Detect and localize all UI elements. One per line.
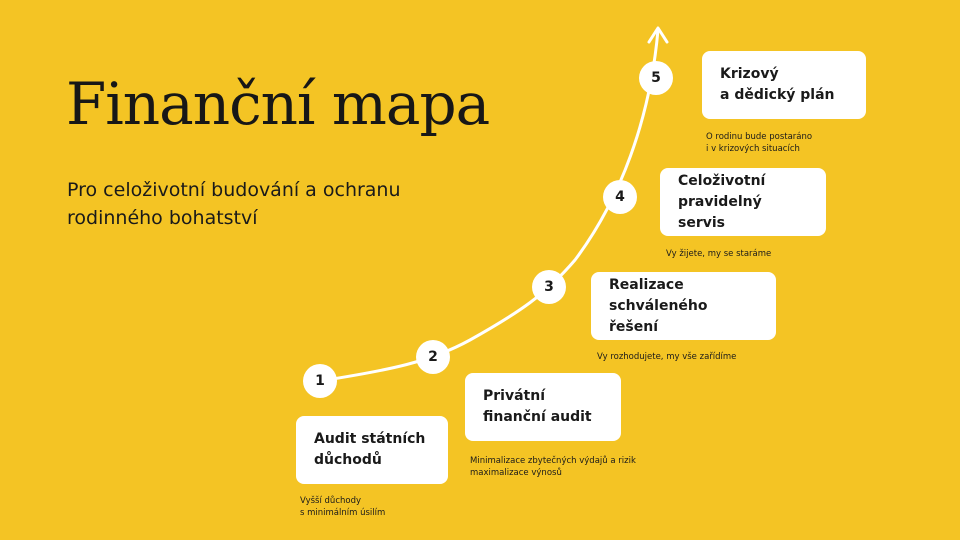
step-4-card: Celoživotní pravidelný servis	[660, 168, 826, 236]
step-4-note: Vy žijete, my se staráme	[666, 249, 772, 259]
step-2-note: Minimalizace zbytečných výdajů a rizik maximalizace výnosů	[470, 456, 636, 478]
step-4-node: 4	[603, 180, 637, 214]
step-2-card: Privátní finanční audit	[465, 373, 621, 441]
step-5-node: 5	[639, 61, 673, 95]
page-subtitle: Pro celoživotní budování a ochranu rodinného bohatství	[67, 179, 401, 229]
step-5-note: O rodinu bude postaráno i v krizových situacích	[706, 132, 813, 154]
page-title: Finanční mapa	[66, 70, 490, 138]
step-3-node: 3	[532, 270, 566, 304]
step-1-card: Audit státních důchodů	[296, 416, 448, 484]
step-1-node: 1	[303, 364, 337, 398]
step-3-note: Vy rozhodujete, my vše zařídíme	[597, 352, 737, 362]
step-5-card: Krizový a dědický plán	[702, 51, 866, 119]
step-2-node: 2	[416, 340, 450, 374]
step-3-card: Realizace schváleného řešení	[591, 272, 776, 340]
step-1-note: Vyšší důchody s minimálním úsilím	[300, 496, 386, 518]
